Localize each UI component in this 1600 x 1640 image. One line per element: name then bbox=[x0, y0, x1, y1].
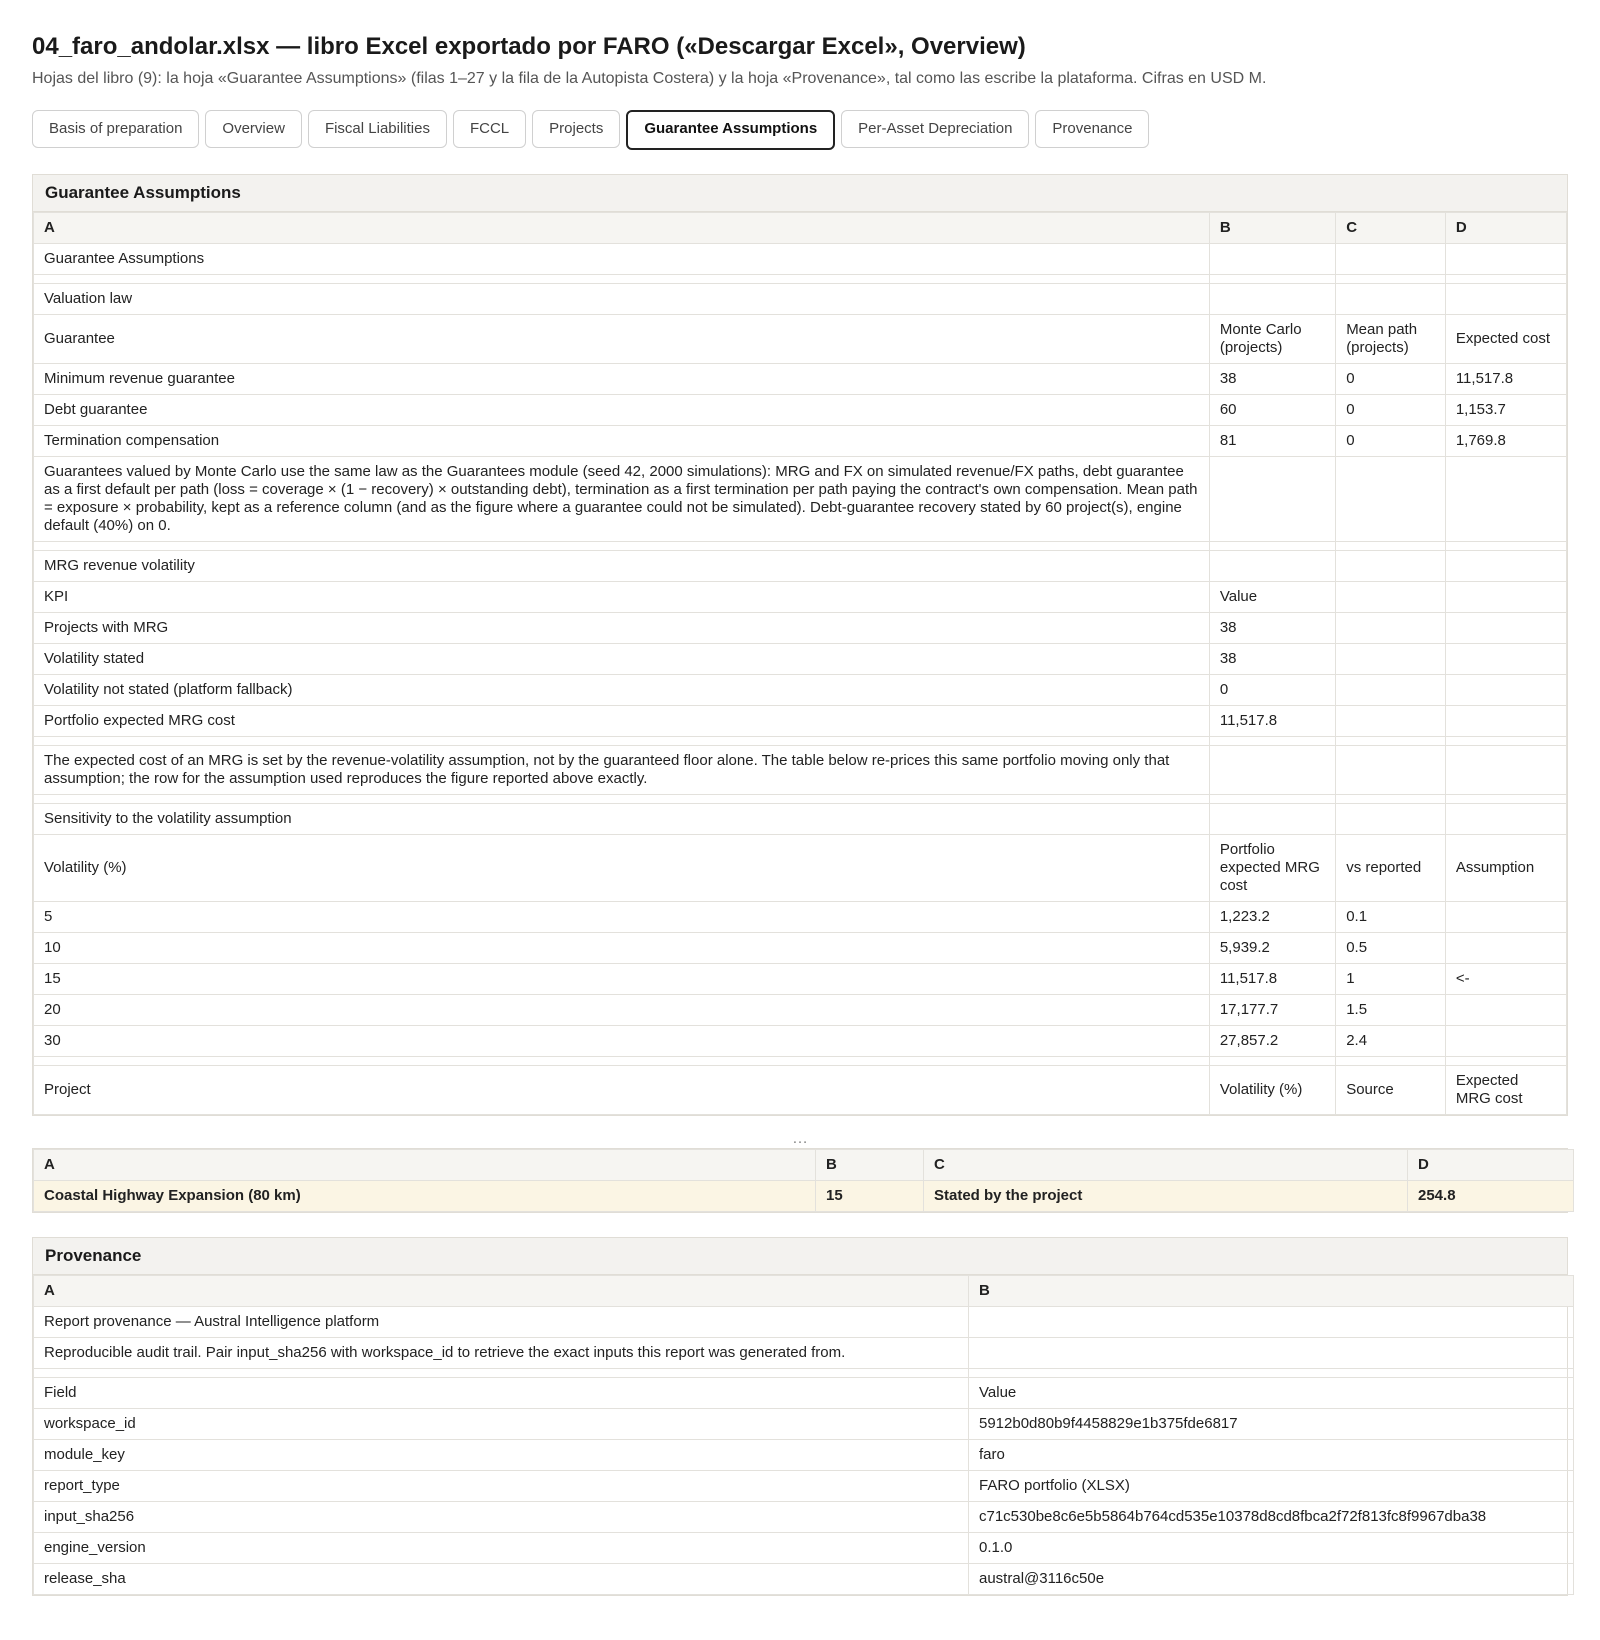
cell-b: 81 bbox=[1209, 426, 1335, 457]
cell-a: 30 bbox=[34, 1026, 1210, 1057]
cell-c: 0 bbox=[1336, 395, 1446, 426]
spacer-cell bbox=[1445, 737, 1566, 746]
cell-a: Guarantee bbox=[34, 315, 1210, 364]
page-title: 04_faro_andolar.xlsx — libro Excel exportado por FARO («Descargar Excel», Overview) bbox=[32, 33, 1026, 60]
cell-d bbox=[1445, 804, 1566, 835]
tab-projects[interactable]: Projects bbox=[532, 110, 620, 148]
cell-d: <- bbox=[1445, 964, 1566, 995]
provenance-row bbox=[34, 1533, 1574, 1564]
spacer-cell bbox=[34, 737, 1210, 746]
spacer-cell bbox=[969, 1369, 1574, 1378]
project-volatility-cell: 15 bbox=[816, 1181, 924, 1212]
project-source-cell: Stated by the project bbox=[924, 1181, 1408, 1212]
cell-a: Volatility not stated (platform fallback) bbox=[34, 675, 1210, 706]
cell-c: 1 bbox=[1336, 964, 1446, 995]
column-header: A bbox=[34, 1150, 816, 1181]
cell-b: Volatility (%) bbox=[1209, 1066, 1335, 1115]
project-name-cell: Coastal Highway Expansion (80 km) bbox=[34, 1181, 816, 1212]
spacer-cell bbox=[34, 542, 1210, 551]
cell-a: Valuation law bbox=[34, 284, 1210, 315]
cell-b bbox=[1209, 457, 1335, 542]
cell-d: 11,517.8 bbox=[1445, 364, 1566, 395]
spacer-cell bbox=[1209, 737, 1335, 746]
spacer-cell bbox=[1336, 542, 1446, 551]
tab-fiscal-liabilities[interactable]: Fiscal Liabilities bbox=[308, 110, 447, 148]
column-header-row bbox=[34, 1150, 1574, 1181]
sheet-row bbox=[34, 835, 1567, 902]
cell-c bbox=[1336, 706, 1446, 737]
field-cell: report_type bbox=[34, 1471, 969, 1502]
cell-c bbox=[1336, 644, 1446, 675]
field-cell: input_sha256 bbox=[34, 1502, 969, 1533]
cell-c bbox=[1336, 457, 1446, 542]
cell-d: Expected MRG cost bbox=[1445, 1066, 1566, 1115]
sheet-row bbox=[34, 804, 1567, 835]
field-cell: workspace_id bbox=[34, 1409, 969, 1440]
spacer-cell bbox=[34, 1369, 969, 1378]
provenance-table bbox=[33, 1275, 1574, 1595]
cell-d: Expected cost bbox=[1445, 315, 1566, 364]
column-header: B bbox=[816, 1150, 924, 1181]
tab-per-asset-depreciation[interactable]: Per-Asset Depreciation bbox=[841, 110, 1029, 148]
spacer-cell bbox=[1445, 275, 1566, 284]
value-cell: 0.1.0 bbox=[969, 1533, 1574, 1564]
cell-b: 5,939.2 bbox=[1209, 933, 1335, 964]
cell-d: 1,769.8 bbox=[1445, 426, 1566, 457]
sheet-row bbox=[34, 551, 1567, 582]
cell-d bbox=[1445, 244, 1566, 275]
spacer-cell bbox=[1445, 1057, 1566, 1066]
spacer-cell bbox=[1336, 275, 1446, 284]
provenance-row bbox=[34, 1307, 1574, 1338]
cell-a: Termination compensation bbox=[34, 426, 1210, 457]
value-cell: FARO portfolio (XLSX) bbox=[969, 1471, 1574, 1502]
cell-b: 17,177.7 bbox=[1209, 995, 1335, 1026]
provenance-row bbox=[34, 1502, 1574, 1533]
cell-d bbox=[1445, 746, 1566, 795]
cell-a: 20 bbox=[34, 995, 1210, 1026]
sheet-row bbox=[34, 315, 1567, 364]
cell-c: Source bbox=[1336, 1066, 1446, 1115]
field-cell: Field bbox=[34, 1378, 969, 1409]
cell-b bbox=[1209, 284, 1335, 315]
spacer-cell bbox=[1445, 542, 1566, 551]
tab-basis-of-preparation[interactable]: Basis of preparation bbox=[32, 110, 199, 148]
cell-c bbox=[1336, 675, 1446, 706]
cell-b: Portfolio expected MRG cost bbox=[1209, 835, 1335, 902]
spacer-cell bbox=[1209, 275, 1335, 284]
cell-b: Value bbox=[1209, 582, 1335, 613]
guarantee-assumptions-title: Guarantee Assumptions bbox=[33, 175, 1567, 212]
highlighted-project-row bbox=[34, 1181, 1574, 1212]
cell-a: Guarantees valued by Monte Carlo use the same law as the Guarantees module (seed 42, 2000 simulations): MRG and FX on simulated revenue/FX paths, debt guarantee as a first default per path (loss = coverage × (1 − recovery) × outstanding debt), termination as a first termination per path paying the contract's own compensation. Mean path = exposure × probability, kept as a reference column (and as the figure where a guarantee could not be simulated). Debt-guarantee recovery stated by 60 project(s), engine default (40%) on 0. bbox=[34, 457, 1210, 542]
spacer-cell bbox=[34, 795, 1210, 804]
sheet-row bbox=[34, 244, 1567, 275]
cell-b bbox=[1209, 746, 1335, 795]
cell-c bbox=[1336, 582, 1446, 613]
column-header: D bbox=[1445, 213, 1566, 244]
column-header: B bbox=[969, 1276, 1574, 1307]
field-cell: Reproducible audit trail. Pair input_sha256 with workspace_id to retrieve the exact inputs this report was generated from. bbox=[34, 1338, 969, 1369]
cell-c: 0 bbox=[1336, 364, 1446, 395]
project-cost-cell: 254.8 bbox=[1408, 1181, 1574, 1212]
field-cell: module_key bbox=[34, 1440, 969, 1471]
spacer-cell bbox=[34, 1057, 1210, 1066]
sheet-tabs bbox=[32, 110, 1568, 150]
cell-b: 27,857.2 bbox=[1209, 1026, 1335, 1057]
cell-a: The expected cost of an MRG is set by the revenue-volatility assumption, not by the guaranteed floor alone. The table below re-prices this same portfolio moving only that assumption; the row for the assumption used reproduces the figure reported above exactly. bbox=[34, 746, 1210, 795]
coastal-highway-panel bbox=[32, 1148, 1568, 1213]
spacer-cell bbox=[1336, 737, 1446, 746]
cell-c bbox=[1336, 551, 1446, 582]
cell-b: 11,517.8 bbox=[1209, 706, 1335, 737]
cell-d bbox=[1445, 933, 1566, 964]
tab-provenance[interactable]: Provenance bbox=[1035, 110, 1149, 148]
cell-c: 0.1 bbox=[1336, 902, 1446, 933]
column-header: D bbox=[1408, 1150, 1574, 1181]
field-cell: Report provenance — Austral Intelligence platform bbox=[34, 1307, 969, 1338]
value-cell: Value bbox=[969, 1378, 1574, 1409]
sheet-row bbox=[34, 582, 1567, 613]
column-header: A bbox=[34, 1276, 969, 1307]
cell-c: vs reported bbox=[1336, 835, 1446, 902]
cell-a: Projects with MRG bbox=[34, 613, 1210, 644]
page-subtitle: Hojas del libro (9): la hoja «Guarantee Assumptions» (filas 1–27 y la fila de la Autopista Costera) y la hoja «Provenance», tal como las escribe la plataforma. Cifras en USD M. bbox=[32, 70, 1267, 87]
cell-c bbox=[1336, 613, 1446, 644]
cell-a: 5 bbox=[34, 902, 1210, 933]
spacer-row bbox=[34, 1057, 1567, 1066]
cell-d: 1,153.7 bbox=[1445, 395, 1566, 426]
guarantee-assumptions-table bbox=[33, 212, 1567, 1115]
spacer-row bbox=[34, 795, 1567, 804]
cell-a: 15 bbox=[34, 964, 1210, 995]
sheet-row bbox=[34, 613, 1567, 644]
sheet-row bbox=[34, 1026, 1567, 1057]
sheet-row bbox=[34, 284, 1567, 315]
cell-c: 1.5 bbox=[1336, 995, 1446, 1026]
cell-d: Assumption bbox=[1445, 835, 1566, 902]
column-header: A bbox=[34, 213, 1210, 244]
spacer-cell bbox=[1209, 795, 1335, 804]
cell-a: Sensitivity to the volatility assumption bbox=[34, 804, 1210, 835]
cell-b bbox=[1209, 551, 1335, 582]
sheet-row bbox=[34, 902, 1567, 933]
cell-b: 1,223.2 bbox=[1209, 902, 1335, 933]
value-cell: 5912b0d80b9f4458829e1b375fde6817 bbox=[969, 1409, 1574, 1440]
cell-d bbox=[1445, 995, 1566, 1026]
cell-c: 0.5 bbox=[1336, 933, 1446, 964]
cell-a: Project bbox=[34, 1066, 1210, 1115]
cell-a: 10 bbox=[34, 933, 1210, 964]
column-header: C bbox=[924, 1150, 1408, 1181]
guarantee-assumptions-panel bbox=[32, 174, 1568, 1116]
sheet-row bbox=[34, 964, 1567, 995]
spacer-cell bbox=[34, 275, 1210, 284]
column-header: C bbox=[1336, 213, 1446, 244]
tab-guarantee-assumptions[interactable]: Guarantee Assumptions bbox=[626, 110, 835, 150]
cell-c bbox=[1336, 244, 1446, 275]
spacer-row bbox=[34, 1369, 1574, 1378]
cell-a: Guarantee Assumptions bbox=[34, 244, 1210, 275]
cell-a: KPI bbox=[34, 582, 1210, 613]
value-cell bbox=[969, 1307, 1574, 1338]
cell-b: 11,517.8 bbox=[1209, 964, 1335, 995]
provenance-row bbox=[34, 1338, 1574, 1369]
cell-a: Volatility stated bbox=[34, 644, 1210, 675]
tab-overview[interactable]: Overview bbox=[205, 110, 302, 148]
spacer-row bbox=[34, 542, 1567, 551]
cell-d bbox=[1445, 457, 1566, 542]
cell-c bbox=[1336, 804, 1446, 835]
value-cell: austral@3116c50e bbox=[969, 1564, 1574, 1595]
spacer-cell bbox=[1209, 1057, 1335, 1066]
spacer-row bbox=[34, 737, 1567, 746]
rows-omitted-ellipsis: … bbox=[792, 1130, 808, 1147]
provenance-row bbox=[34, 1378, 1574, 1409]
coastal-highway-table bbox=[33, 1149, 1574, 1212]
provenance-row bbox=[34, 1564, 1574, 1595]
sheet-row bbox=[34, 457, 1567, 542]
cell-a: Debt guarantee bbox=[34, 395, 1210, 426]
cell-d bbox=[1445, 706, 1566, 737]
cell-a: MRG revenue volatility bbox=[34, 551, 1210, 582]
cell-c: 2.4 bbox=[1336, 1026, 1446, 1057]
cell-a: Portfolio expected MRG cost bbox=[34, 706, 1210, 737]
sheet-row bbox=[34, 644, 1567, 675]
cell-c: 0 bbox=[1336, 426, 1446, 457]
field-cell: engine_version bbox=[34, 1533, 969, 1564]
cell-b: 38 bbox=[1209, 613, 1335, 644]
sheet-row bbox=[34, 706, 1567, 737]
cell-d bbox=[1445, 902, 1566, 933]
cell-c: Mean path (projects) bbox=[1336, 315, 1446, 364]
sheet-row bbox=[34, 395, 1567, 426]
sheet-row bbox=[34, 933, 1567, 964]
cell-d bbox=[1445, 644, 1566, 675]
provenance-row bbox=[34, 1440, 1574, 1471]
value-cell bbox=[969, 1338, 1574, 1369]
cell-b: 38 bbox=[1209, 364, 1335, 395]
sheet-row bbox=[34, 995, 1567, 1026]
cell-b: 38 bbox=[1209, 644, 1335, 675]
cell-b: 60 bbox=[1209, 395, 1335, 426]
spacer-cell bbox=[1336, 1057, 1446, 1066]
spacer-cell bbox=[1445, 795, 1566, 804]
cell-c bbox=[1336, 746, 1446, 795]
sheet-row bbox=[34, 675, 1567, 706]
cell-c bbox=[1336, 284, 1446, 315]
cell-a: Minimum revenue guarantee bbox=[34, 364, 1210, 395]
spacer-cell bbox=[1336, 795, 1446, 804]
column-header-row bbox=[34, 213, 1567, 244]
sheet-row bbox=[34, 746, 1567, 795]
column-header: B bbox=[1209, 213, 1335, 244]
cell-a: Volatility (%) bbox=[34, 835, 1210, 902]
sheet-row bbox=[34, 364, 1567, 395]
cell-b bbox=[1209, 804, 1335, 835]
sheet-row bbox=[34, 426, 1567, 457]
cell-d bbox=[1445, 551, 1566, 582]
cell-b: 0 bbox=[1209, 675, 1335, 706]
value-cell: c71c530be8c6e5b5864b764cd535e10378d8cd8fbca2f72f813fc8f9967dba38 bbox=[969, 1502, 1574, 1533]
value-cell: faro bbox=[969, 1440, 1574, 1471]
spacer-cell bbox=[1209, 542, 1335, 551]
provenance-title: Provenance bbox=[33, 1238, 1567, 1275]
cell-b: Monte Carlo (projects) bbox=[1209, 315, 1335, 364]
cell-d bbox=[1445, 1026, 1566, 1057]
provenance-panel bbox=[32, 1237, 1568, 1596]
cell-d bbox=[1445, 675, 1566, 706]
sheet-row bbox=[34, 1066, 1567, 1115]
field-cell: release_sha bbox=[34, 1564, 969, 1595]
provenance-row bbox=[34, 1471, 1574, 1502]
column-header-row bbox=[34, 1276, 1574, 1307]
cell-d bbox=[1445, 613, 1566, 644]
spacer-row bbox=[34, 275, 1567, 284]
provenance-row bbox=[34, 1409, 1574, 1440]
cell-d bbox=[1445, 582, 1566, 613]
cell-b bbox=[1209, 244, 1335, 275]
tab-fccl[interactable]: FCCL bbox=[453, 110, 526, 148]
cell-d bbox=[1445, 284, 1566, 315]
